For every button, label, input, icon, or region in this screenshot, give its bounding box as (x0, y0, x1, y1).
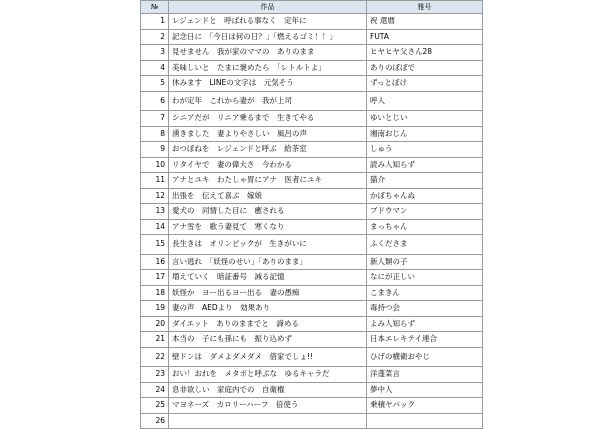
row-number: 26 (141, 413, 169, 429)
row-work: おつぼねを レジェンドと呼ぶ 給茶室 (169, 142, 367, 158)
row-number: 24 (141, 382, 169, 398)
table-row (141, 270, 483, 286)
table-row (141, 219, 483, 235)
senryu-table (140, 0, 483, 429)
row-pen-name: しゅう (367, 142, 483, 158)
table-row (141, 111, 483, 127)
row-work: 妻の声 AEDより 効果あり (169, 301, 367, 317)
row-number: 13 (141, 204, 169, 220)
row-work: 休みます LINEの文字は 元気そう (169, 76, 367, 92)
row-work: 増えていく 暗証番号 減る記憶 (169, 270, 367, 286)
row-pen-name: ブドウマン (367, 204, 483, 220)
table-row (141, 91, 483, 111)
row-number: 25 (141, 398, 169, 414)
row-number: 11 (141, 173, 169, 189)
table-row (141, 347, 483, 367)
row-number: 8 (141, 126, 169, 142)
row-pen-name: 毒持つ会 (367, 301, 483, 317)
table-row (141, 254, 483, 270)
table-row (141, 316, 483, 332)
row-work: 愛犬の 同情した目に 癒される (169, 204, 367, 220)
row-work: レジェンドと 呼ばれる事なく 定年に (169, 14, 367, 30)
table-row (141, 204, 483, 220)
row-pen-name: かぼちゃんぬ (367, 188, 483, 204)
row-number: 18 (141, 285, 169, 301)
table-row (141, 332, 483, 348)
row-work: 美味しいと たまに褒めたら 「レトルトよ」 (169, 60, 367, 76)
row-work: ダイエット ありのままでと 諦める (169, 316, 367, 332)
row-pen-name: 洋蓬菜言 (367, 367, 483, 383)
row-pen-name (367, 413, 483, 429)
row-pen-name: FUTA (367, 29, 483, 45)
row-number: 19 (141, 301, 169, 317)
row-pen-name: 日本エレキテイ連合 (367, 332, 483, 348)
row-work: おい！おれを メタボと呼ぶな ゆるキャラだ (169, 367, 367, 383)
row-pen-name: 乗積ヤパック (367, 398, 483, 414)
table-row (141, 157, 483, 173)
row-work: 息非欲しい 家庭内での 自衛権 (169, 382, 367, 398)
row-work: リタイヤで 妻の偉大さ 今わかる (169, 157, 367, 173)
header-work: 作品 (169, 1, 367, 14)
table-body (141, 14, 483, 429)
row-work: 妖怪か ヨー出るヨー出る 妻の愚痴 (169, 285, 367, 301)
row-number: 14 (141, 219, 169, 235)
row-work: わが定年 これから妻が 我が上司 (169, 91, 367, 111)
header-pen-name: 雅号 (367, 1, 483, 14)
row-work: マヨネーズ カロリーハーフ 倍使う (169, 398, 367, 414)
row-number: 21 (141, 332, 169, 348)
table-row (141, 413, 483, 429)
row-pen-name: よみ人知らず (367, 316, 483, 332)
row-work: 壁ドンは ダメよダメダメ 借家でしょ!! (169, 347, 367, 367)
row-pen-name: ふくださま (367, 235, 483, 255)
table-row (141, 142, 483, 158)
row-number: 6 (141, 91, 169, 111)
row-pen-name: こまきん (367, 285, 483, 301)
table-row (141, 382, 483, 398)
row-work: 湧きました 妻よりやさしい 風呂の声 (169, 126, 367, 142)
row-work (169, 413, 367, 429)
table-row (141, 367, 483, 383)
row-number: 23 (141, 367, 169, 383)
table-row (141, 45, 483, 61)
row-pen-name: ヒヤヒヤ父さん28 (367, 45, 483, 61)
row-pen-name: 猫介 (367, 173, 483, 189)
table-row (141, 29, 483, 45)
row-work: 見せません 我が家のママの ありのまま (169, 45, 367, 61)
row-number: 1 (141, 14, 169, 30)
row-work: アナ雪を 歌う妻見て 寒くなり (169, 219, 367, 235)
row-pen-name: ひげの横衛おやじ (367, 347, 483, 367)
row-pen-name: ありのぼぼで (367, 60, 483, 76)
row-number: 17 (141, 270, 169, 286)
table-row (141, 285, 483, 301)
row-number: 7 (141, 111, 169, 127)
table-row (141, 60, 483, 76)
row-pen-name: なにが正しい (367, 270, 483, 286)
table-row (141, 173, 483, 189)
row-pen-name: 祝 還暦 (367, 14, 483, 30)
header-number: № (141, 1, 169, 14)
row-work: 記念日に 「今日は何の日？」「燃えるゴミ！！」 (169, 29, 367, 45)
row-pen-name: 夢中人 (367, 382, 483, 398)
row-number: 4 (141, 60, 169, 76)
row-pen-name: 読み人知らず (367, 157, 483, 173)
row-pen-name: ゆいとじい (367, 111, 483, 127)
row-number: 10 (141, 157, 169, 173)
row-pen-name: ずっとぼけ (367, 76, 483, 92)
row-number: 22 (141, 347, 169, 367)
table-row (141, 301, 483, 317)
row-pen-name: 新人類の子 (367, 254, 483, 270)
table-row (141, 398, 483, 414)
row-number: 3 (141, 45, 169, 61)
table-row (141, 126, 483, 142)
row-pen-name: 湘南おじん (367, 126, 483, 142)
row-number: 15 (141, 235, 169, 255)
row-number: 12 (141, 188, 169, 204)
spreadsheet-table-container (140, 0, 482, 425)
row-work: アナとユキ わたしゃ胃にアナ 医者にユキ (169, 173, 367, 189)
row-pen-name: まっちゃん (367, 219, 483, 235)
table-row (141, 76, 483, 92)
row-number: 20 (141, 316, 169, 332)
row-work: 出張を 伝えて喜ぶ 嫁娘 (169, 188, 367, 204)
table-row (141, 235, 483, 255)
table-row (141, 14, 483, 30)
row-work: シニアだが リニア乗るまで 生きてやる (169, 111, 367, 127)
row-number: 2 (141, 29, 169, 45)
row-number: 9 (141, 142, 169, 158)
header-row (141, 1, 483, 14)
row-pen-name: 呼人 (367, 91, 483, 111)
row-number: 5 (141, 76, 169, 92)
row-work: 本当の 子にも孫にも 振り込めず (169, 332, 367, 348)
row-number: 16 (141, 254, 169, 270)
table-row (141, 188, 483, 204)
row-work: 言い逃れ 「妖怪のせい」「ありのまま」 (169, 254, 367, 270)
row-work: 長生きは オリンピックが 生きがいに (169, 235, 367, 255)
